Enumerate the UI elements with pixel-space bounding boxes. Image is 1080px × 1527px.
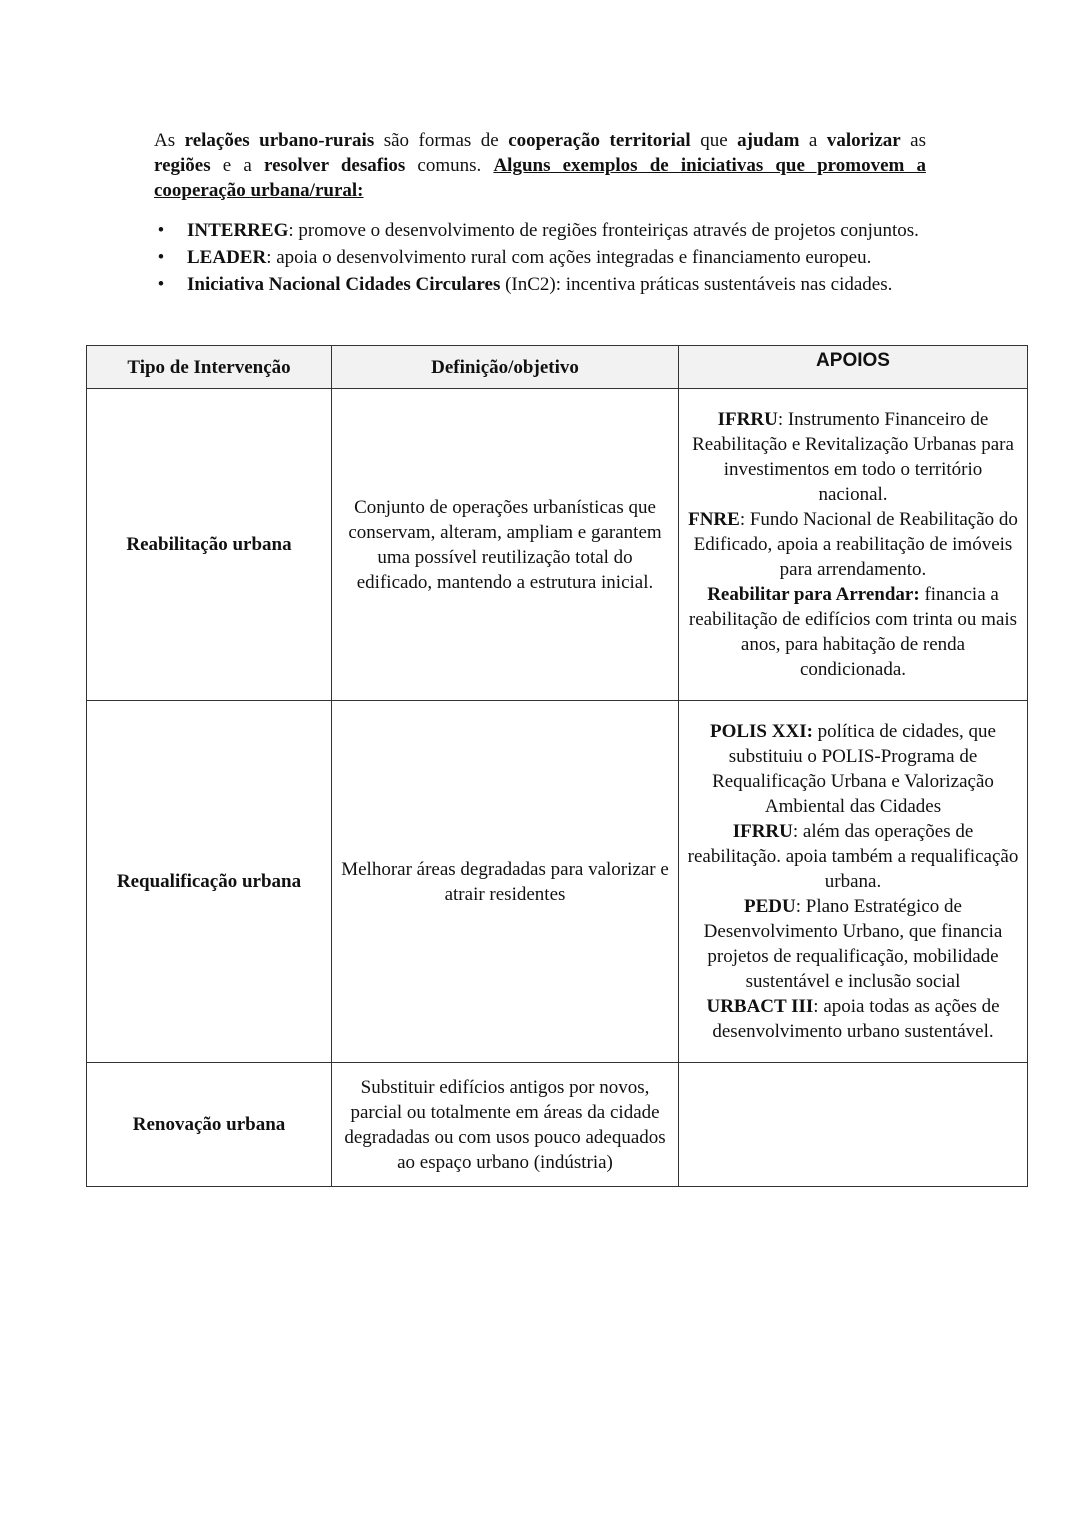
list-item (154, 218, 926, 243)
apoio-term: PEDU (744, 896, 796, 917)
cell-tipo: Requalificação urbana (87, 701, 332, 1063)
list-item (154, 272, 926, 297)
header-tipo: Tipo de Intervenção (87, 346, 332, 389)
intro-bold: regiões (154, 155, 211, 176)
header-definicao: Definição/objetivo (332, 346, 679, 389)
apoio-item (687, 507, 1019, 582)
apoio-term: URBACT III (706, 996, 814, 1017)
apoio-term: Reabilitar para Arrendar: (707, 584, 920, 605)
apoio-text: : Fundo Nacional de Reabilitação do Edificado, apoia a reabilitação de imóveis para arrendamento. (693, 509, 1018, 580)
list-item-text: (InC2): incentiva práticas sustentáveis nas cidades. (500, 274, 893, 295)
cell-apoios-empty (679, 1063, 1028, 1187)
intro-bold: relações urbano-rurais (184, 130, 375, 151)
apoio-term: IFRRU (717, 409, 778, 430)
intro-bold: valorizar (826, 130, 901, 151)
apoio-item (687, 894, 1019, 994)
apoio-term: POLIS XXI: (709, 721, 813, 742)
intro-text: As (154, 130, 185, 151)
initiatives-list (154, 218, 926, 299)
apoio-item (687, 819, 1019, 894)
bullet-icon: • (157, 274, 165, 295)
apoio-text: : além das operações de reabilitação. apoia também a requalificação urbana. (687, 821, 1019, 892)
cell-apoios (679, 389, 1028, 701)
list-item-term: Iniciativa Nacional Cidades Circulares (187, 274, 501, 295)
intro-text: comuns. (405, 155, 494, 176)
apoio-text: financia a reabilitação de edifícios com trinta ou mais anos, para habitação de renda condicionada. (688, 584, 1018, 680)
list-item-term: LEADER (187, 247, 267, 268)
apoio-term: IFRRU (732, 821, 793, 842)
apoio-item (687, 719, 1019, 819)
intro-paragraph (154, 128, 926, 203)
bullet-icon: • (157, 220, 165, 241)
cell-tipo: Reabilitação urbana (87, 389, 332, 701)
cell-apoios (679, 701, 1028, 1063)
cell-definicao: Conjunto de operações urbanísticas que conservam, alteram, ampliam e garantem uma possível reutilização total do edificado, mantendo a estrutura inicial. (332, 389, 679, 701)
apoio-text: : apoia todas as ações de desenvolvimento urbano sustentável. (712, 996, 1000, 1042)
list-item-term: INTERREG (187, 220, 289, 241)
intro-bold: resolver desafios (263, 155, 406, 176)
bullet-icon: • (157, 247, 165, 268)
apoio-text: : Instrumento Financeiro de Reabilitação e Revitalização Urbanas para investimentos em todo o território nacional. (692, 409, 1014, 505)
cell-definicao: Melhorar áreas degradadas para valorizar e atrair residentes (332, 701, 679, 1063)
table-header-row (87, 346, 1028, 389)
apoio-term: FNRE (688, 509, 740, 530)
table-row (87, 389, 1028, 701)
intro-bold: cooperação territorial (508, 130, 691, 151)
intro-text: e a (210, 155, 264, 176)
cell-definicao: Substituir edifícios antigos por novos, parcial ou totalmente em áreas da cidade degradadas ou com usos pouco adequados ao espaço urbano (indústria) (332, 1063, 679, 1187)
apoio-item (687, 407, 1019, 507)
apoio-item (687, 582, 1019, 682)
intro-text: são formas de (374, 130, 509, 151)
intro-text: que (690, 130, 738, 151)
header-apoios: APOIOS (679, 346, 1028, 389)
intro-text: as (900, 130, 926, 151)
cell-tipo: Renovação urbana (87, 1063, 332, 1187)
intro-bold: ajudam (737, 130, 800, 151)
table-row (87, 1063, 1028, 1187)
list-item-text: : promove o desenvolvimento de regiões fronteiriças através de projetos conjuntos. (288, 220, 919, 241)
apoio-text: : Plano Estratégico de Desenvolvimento Urbano, que financia projetos de requalificação, mobilidade sustentável e inclusão social (703, 896, 1003, 992)
apoio-item (687, 994, 1019, 1044)
apoio-text: política de cidades, que substituiu o POLIS-Programa de Requalificação Urbana e Valorização Ambiental das Cidades (712, 721, 996, 817)
table-row (87, 701, 1028, 1063)
intro-text: a (799, 130, 827, 151)
list-item (154, 245, 926, 270)
interventions-table (86, 345, 1028, 1187)
list-item-text: : apoia o desenvolvimento rural com ações integradas e financiamento europeu. (266, 247, 872, 268)
intro-underlined-heading: Alguns exemplos de iniciativas que promovem a cooperação urbana/rural: (154, 155, 926, 201)
